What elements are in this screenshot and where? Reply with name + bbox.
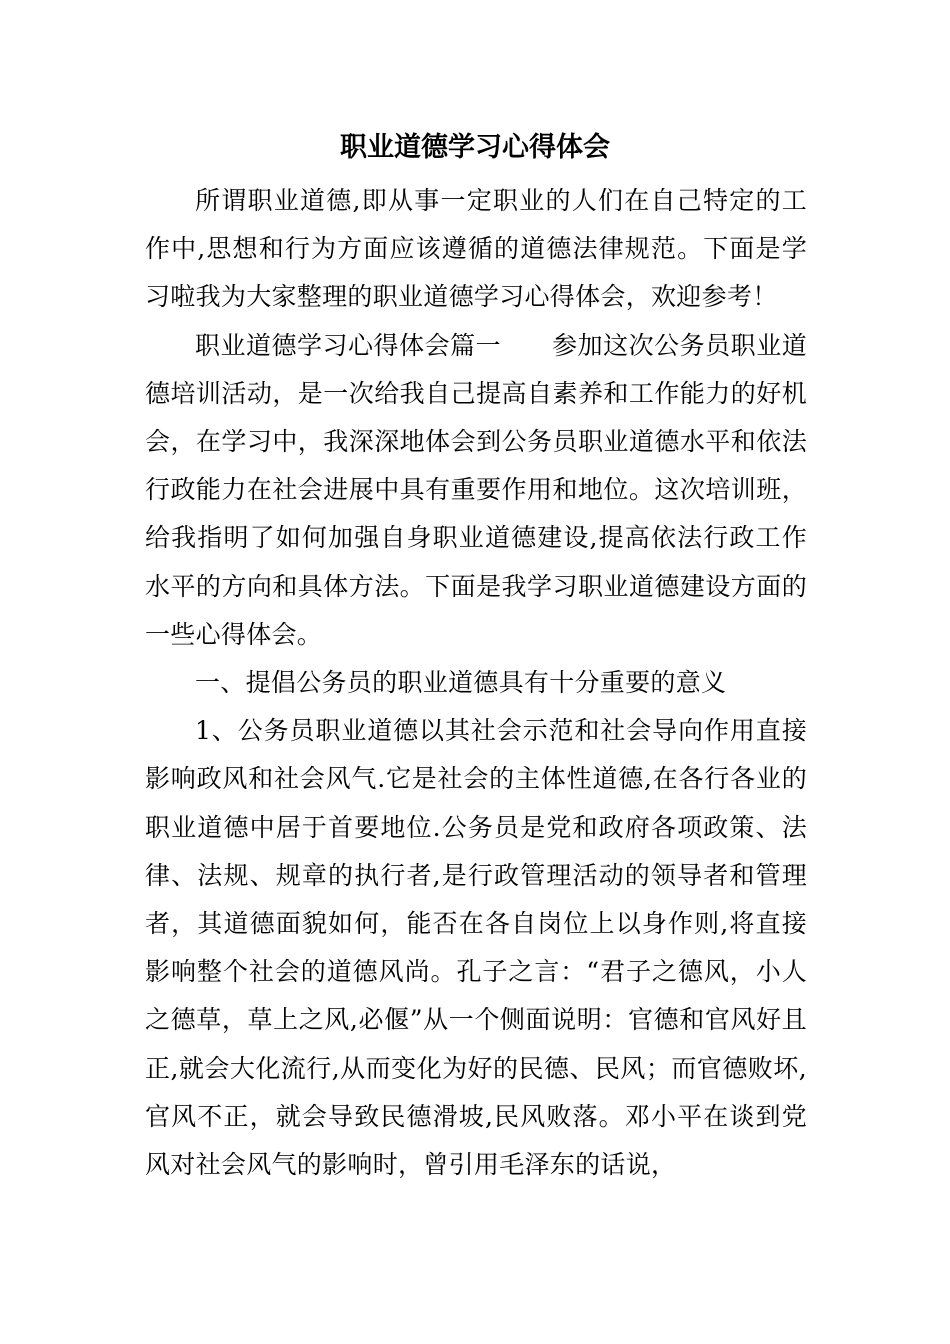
paragraph-point-one: 1、公务员职业道德以其社会示范和社会导向作用直接影响政风和社会风气.它是社会的主体性道德,在各行各业的职业道德中居于首要地位.公务员是党和政府各项政策、法律、法规、规章的执行者,是行政管理活动的领导者和管理者，其道德面貌如何，能否在各自岗位上以身作则,将直接影响整个社会的道德风尚。孔子之言：“君子之德风，小人之德草，草上之风,必偃”从一个侧面说明：官德和官风好且正,就会大化流行,从而变化为好的民德、民风；而官德败坏,官风不正，就会导致民德滑坡,民风败落。邓小平在谈到党风对社会风气的影响时，曾引用毛泽东的话说， xyxy=(145,716,807,1180)
document-body xyxy=(145,177,807,1189)
paragraph-part-one: 职业道德学习心得体会篇一 参加这次公务员职业道德培训活动，是一次给我自己提高自素养和工作能力的好机会，在学习中，我深深地体会到公务员职业道德水平和依法行政能力在社会进展中具有重要作用和地位。这次培训班，给我指明了如何加强自身职业道德建设,提高依法行政工作水平的方向和具体方法。下面是我学习职业道德建设方面的一些心得体会。 xyxy=(145,330,807,649)
section-heading: 一、提倡公务员的职业道德具有十分重要的意义 xyxy=(195,668,727,698)
paragraph-intro: 所谓职业道德,即从事一定职业的人们在自己特定的工作中,思想和行为方面应该遵循的道德法律规范。下面是学习啦我为大家整理的职业道德学习心得体会，欢迎参考！ xyxy=(145,186,807,312)
document-title: 职业道德学习心得体会 xyxy=(340,132,610,163)
